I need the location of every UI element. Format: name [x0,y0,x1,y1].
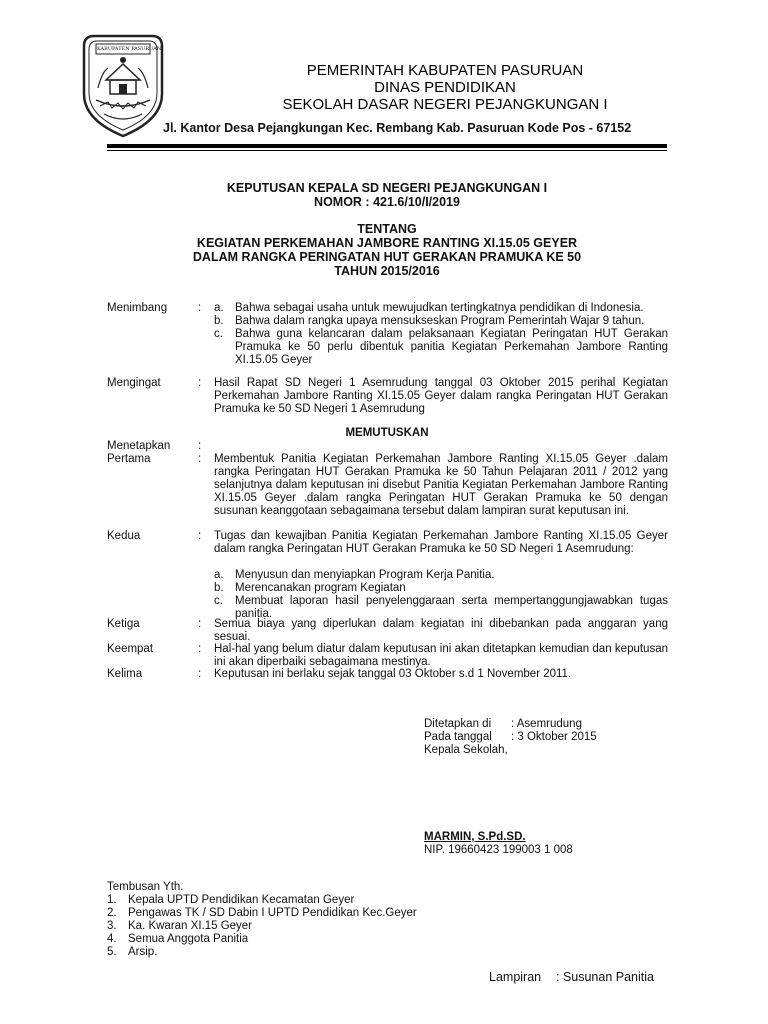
signatory-nip: NIP. 19660423 199003 1 008 [424,844,573,856]
menimbang-list [214,302,668,367]
memutuskan-heading: MEMUTUSKAN [345,427,429,439]
signature-place-value: : Asemrudung [511,718,582,730]
tembusan-heading: Tembusan Yth. [107,881,184,893]
decree-subject-line-1: KEGIATAN PERKEMAHAN JAMBORE RANTING XI.15.05 GEYER [196,236,578,250]
letterhead-school: SEKOLAH DASAR NEGERI PEJANGKUNGAN I [282,96,608,113]
keempat-colon: : [198,643,202,655]
mengingat-label: Mengingat [107,377,161,389]
signature-date-label: Pada tanggal [424,731,492,743]
letterhead-address: Jl. Kantor Desa Pejangkungan Kec. Rembang Kab. Pasuruan Kode Pos - 67152 [163,121,632,135]
kedua-colon: : [198,530,202,542]
kedua-item: c. Membuat laporan hasil penyelenggaraan serta mempertanggungjawabkan tugas panitia. [214,595,668,620]
kelima-colon: : [198,668,202,680]
kedua-item: b. Merencanakan program Kegiatan [214,582,406,594]
menetapkan-colon: : [198,440,202,452]
tembusan-item: 2. Pengawas TK / SD Dabin I UPTD Pendidikan Kec.Geyer [107,907,417,919]
letterhead-government: PEMERINTAH KABUPATEN PASURUAN [306,62,584,79]
pertama-colon: : [198,453,202,465]
tembusan-item: 3. Ka. Kwaran XI.15 Geyer [107,920,253,932]
emblem-banner-text: KABUPATEN PASURUAN [97,46,162,52]
lampiran-label: Lampiran [489,970,542,984]
regency-emblem [78,28,168,140]
decree-tentang: TENTANG [357,222,417,236]
mengingat-colon: : [198,377,202,389]
kelima-label: Kelima [107,668,143,680]
tembusan-item: 5. Arsip. [107,946,158,958]
menimbang-item: c. Bahwa guna kelancaran dalam pelaksanaan Kegiatan Peringatan HUT Gerakan Pramuka ke 50 perlu dibentuk panitia Kegiatan Perkemahan Jambore Ranting XI.15.05 Geyer [214,328,668,366]
letterhead-department: DINAS PENDIDIKAN [374,79,516,96]
menimbang-item: b. Bahwa dalam rangka upaya mensukseskan Program Pemerintah Wajar 9 tahun. [214,315,645,327]
pertama-label: Pertama [107,453,151,465]
signature-position: Kepala Sekolah, [424,744,508,756]
menimbang-label: Menimbang [107,302,168,314]
kedua-item: a. Menyusun dan menyiapkan Program Kerja Panitia. [214,569,495,581]
keempat-label: Keempat [107,643,154,655]
lampiran-value: : Susunan Panitia [556,970,654,984]
menimbang-colon: : [198,302,202,314]
pertama-text: Membentuk Panitia Kegiatan Perkemahan Jambore Ranting XI.15.05 Geyer .dalam rangka Peringatan HUT Gerakan Pramuka ke 50 Tahun Pelajaran 2011 / 2012 yang selanjutnya dalam keputusan ini disebut Panitia Kegiatan Perkemahan Jambore Ranting XI.15.05 Geyer .dalam rangka Peringatan HUT Gerakan Pramuka ke 50 dengan susunan keanggotaan sebagaimana tersebut dalam lampiran surat keputusan ini. [214,453,668,517]
menetapkan-label: Menetapkan [107,440,171,452]
kedua-label: Kedua [107,530,141,542]
tembusan-item: 4. Semua Anggota Panitia [107,933,249,945]
letterhead-divider-thin [107,150,667,151]
tembusan-list [107,894,607,959]
kedua-list [214,569,668,621]
ketiga-label: Ketiga [107,618,140,630]
kedua-text: Tugas dan kewajiban Panitia Kegiatan Perkemahan Jambore Ranting XI.15.05 Geyer dalam rangka Peringatan HUT Gerakan Pramuka ke 50 SD Negeri 1 Asemrudung: [214,530,668,555]
decree-subject-line-2: DALAM RANGKA PERINGATAN HUT GERAKAN PRAMUKA KE 50 [192,250,582,264]
ketiga-colon: : [198,618,202,630]
ketiga-text: Semua biaya yang diperlukan dalam kegiatan ini dibebankan pada anggaran yang sesuai. [214,618,668,643]
signature-date-value: : 3 Oktober 2015 [511,731,597,743]
keempat-text: Hal-hal yang belum diatur dalam keputusan ini akan ditetapkan kemudian dan keputusan ini akan diperbaiki sebagaimana mestinya. [214,643,668,668]
signature-place-label: Ditetapkan di [424,718,492,730]
menimbang-item: a. Bahwa sebagai usaha untuk mewujudkan tertingkatnya pendidikan di Indonesia. [214,302,644,314]
decree-number: NOMOR : 421.6/10/I/2019 [314,195,460,209]
signatory-name: MARMIN, S.Pd.SD. [424,831,526,843]
decree-subject-line-3: TAHUN 2015/2016 [334,264,440,278]
letterhead-divider-thick [107,144,667,148]
tembusan-item: 1. Kepala UPTD Pendidikan Kecamatan Geyer [107,894,355,906]
kelima-text: Keputusan ini berlaku sejak tanggal 03 Oktober s.d 1 November 2011. [214,668,572,680]
mengingat-text: Hasil Rapat SD Negeri 1 Asemrudung tanggal 03 Oktober 2015 perihal Kegiatan Perkemahan Jambore Ranting XI.15.05 Geyer dalam rangka Peringatan HUT Gerakan Pramuka ke 50 SD Negeri 1 Asemrudung [214,377,668,415]
decree-title: KEPUTUSAN KEPALA SD NEGERI PEJANGKUNGAN I [226,181,548,195]
